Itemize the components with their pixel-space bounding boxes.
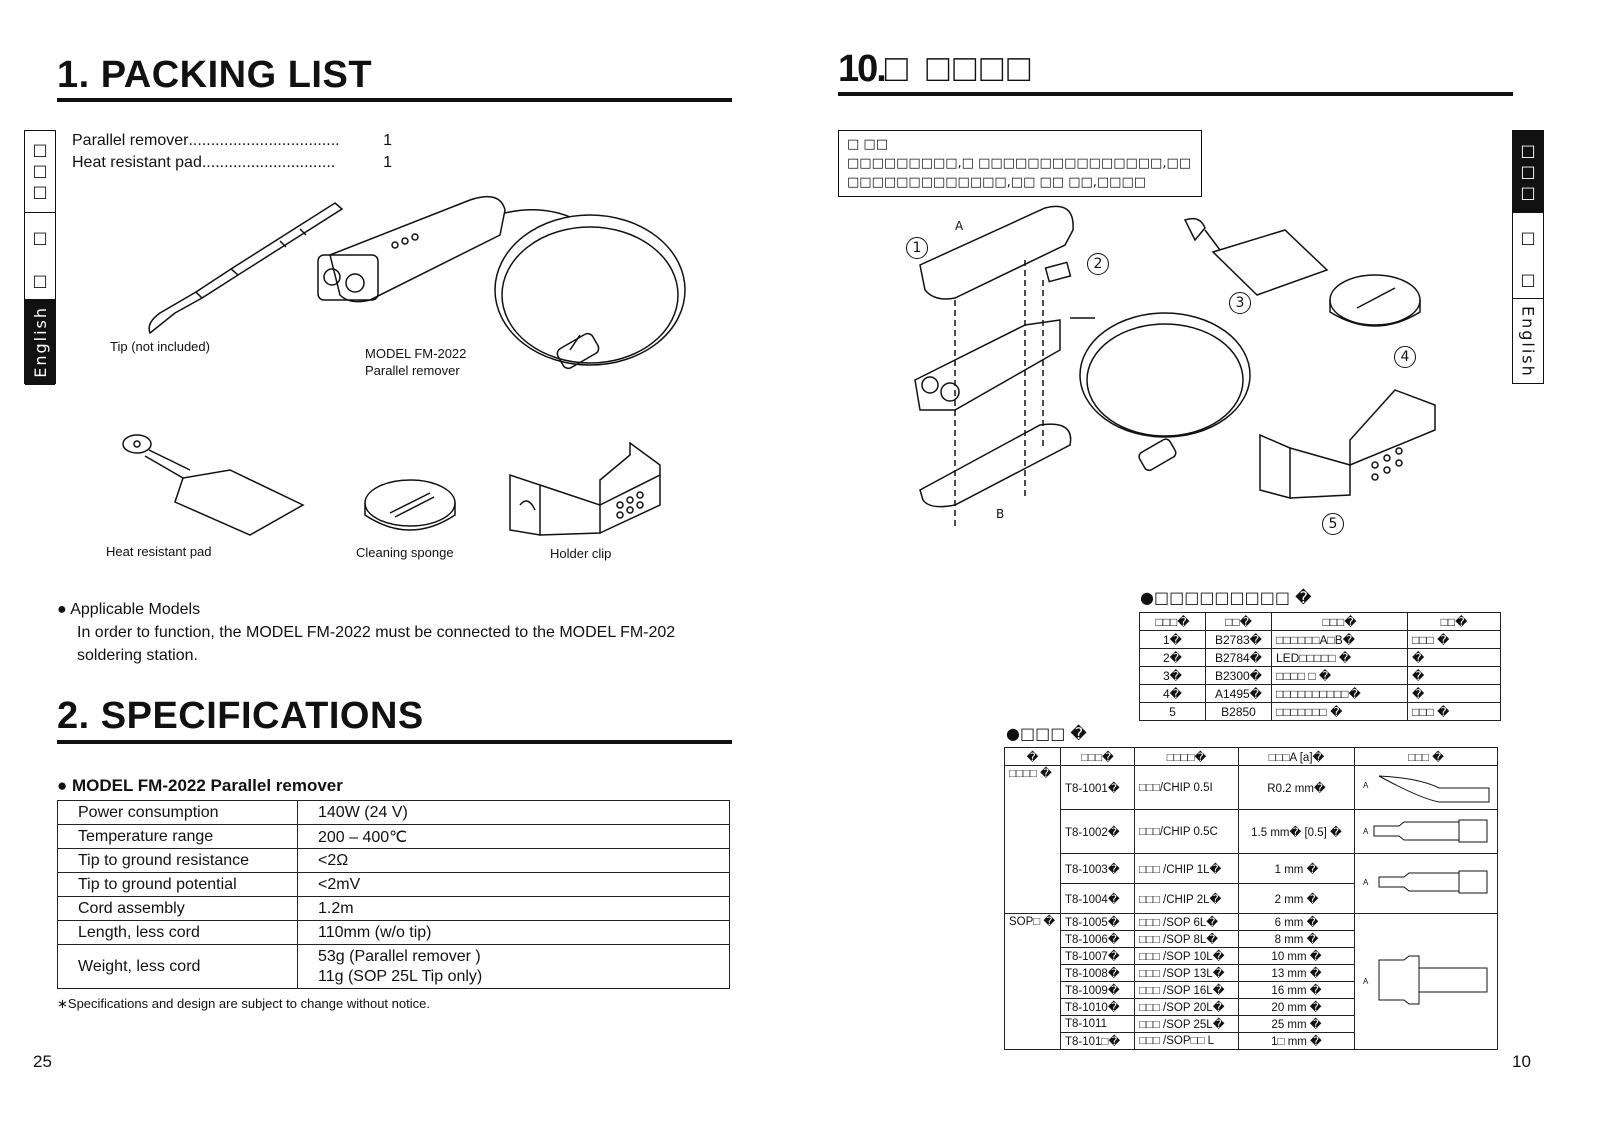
column-header: □□□� <box>1061 748 1135 766</box>
tips-table <box>1004 747 1498 1050</box>
heading-rule <box>57 98 732 102</box>
applicable-title: Applicable Models <box>70 601 201 618</box>
callout-3 <box>1229 292 1251 314</box>
column-header: � <box>1005 748 1061 766</box>
spec-value: <2Ω <box>298 849 730 873</box>
right-heading <box>838 48 1034 91</box>
cell: □□□□ □ � <box>1272 667 1408 685</box>
table-row <box>1005 854 1498 884</box>
holder-clip-illustration <box>500 435 675 540</box>
cell: □□□ /CHIP 1L� <box>1135 854 1239 884</box>
spec-key: Power consumption <box>58 801 298 825</box>
item-qty: 1 <box>383 132 392 149</box>
language-side-tab <box>24 130 56 384</box>
cell: □□□ � <box>1408 703 1501 721</box>
cell: 2 mm � <box>1239 884 1355 914</box>
spec-subtitle-text: MODEL FM-2022 Parallel remover <box>72 776 343 795</box>
cell: □□□/CHIP 0.5I <box>1135 766 1239 810</box>
svg-text:A: A <box>1363 977 1369 986</box>
table-row <box>1140 667 1501 685</box>
bullet-icon: ● <box>57 776 72 795</box>
side-tab-label: □ <box>30 227 50 249</box>
notice-box <box>838 130 1202 197</box>
spec-subtitle <box>57 776 343 796</box>
cell: □□□ /CHIP 2L� <box>1135 884 1239 914</box>
cell: � <box>1408 649 1501 667</box>
holder-caption: Holder clip <box>550 546 612 561</box>
callout-number: 4 <box>1400 349 1410 365</box>
item-name: Parallel remover <box>72 132 189 149</box>
spec-footnote: ∗Specifications and design are subject to change without notice. <box>57 996 430 1011</box>
spec-key: Temperature range <box>58 825 298 849</box>
spec-key: Cord assembly <box>58 897 298 921</box>
tips-title: ●□□□ � <box>1006 724 1087 743</box>
callout-number: 3 <box>1235 295 1245 311</box>
parts-table <box>1139 612 1501 721</box>
spec-value: <2mV <box>298 873 730 897</box>
cell: 25 mm � <box>1239 1016 1355 1033</box>
table-row <box>58 873 730 897</box>
heading-rule <box>57 740 732 744</box>
spec-value: 11g (SOP 25L Tip only) <box>318 967 483 985</box>
cell: □□□ /SOP 13L� <box>1135 965 1239 982</box>
cell: T8-1003� <box>1061 854 1135 884</box>
item-dots: .............................. <box>201 154 336 171</box>
cell: 6 mm � <box>1239 914 1355 931</box>
cell: □□□ /SOP 20L� <box>1135 999 1239 1016</box>
spec-value: 1.2m <box>298 897 730 921</box>
model-caption: MODEL FM-2022 <box>365 346 467 361</box>
pad-caption: Heat resistant pad <box>106 544 212 559</box>
column-header: □□□� <box>1272 613 1408 631</box>
cell: 10 mm � <box>1239 948 1355 965</box>
notice-line: □□□□□□□□□□□□□,□□ □□ □□,□□□□ <box>847 175 1147 190</box>
cell: □□□ � <box>1408 631 1501 649</box>
table-row <box>58 801 730 825</box>
specifications-table <box>57 800 730 989</box>
page-number-left: 25 <box>33 1052 52 1071</box>
side-tab-label: □ <box>1518 227 1538 249</box>
svg-text:A: A <box>1363 878 1369 887</box>
label-b: B <box>996 507 1005 521</box>
table-row <box>1140 685 1501 703</box>
cell: T8-1011 <box>1061 1016 1135 1033</box>
applicable-line: soldering station. <box>77 647 198 664</box>
spec-value: 200 – 400℃ <box>298 825 730 849</box>
heat-pad-illustration <box>115 430 315 540</box>
cell: T8-1002� <box>1061 810 1135 854</box>
cell: R0.2 mm� <box>1239 766 1355 810</box>
tip-shape-icon <box>1359 812 1492 848</box>
sponge-caption: Cleaning sponge <box>356 545 454 560</box>
applicable-models <box>57 598 675 667</box>
cell: 8 mm � <box>1239 931 1355 948</box>
cell: □□□ /SOP 25L� <box>1135 1016 1239 1033</box>
spec-key: Length, less cord <box>58 921 298 945</box>
cell: 2� <box>1140 649 1206 667</box>
side-tab-label: □□□ <box>30 140 50 203</box>
spec-key: Tip to ground potential <box>58 873 298 897</box>
cell: □□□ /SOP 10L� <box>1135 948 1239 965</box>
cell: 13 mm � <box>1239 965 1355 982</box>
table-row <box>1005 810 1498 854</box>
table-row <box>1005 748 1498 766</box>
cell: A1495� <box>1206 685 1272 703</box>
notice-title: □ □□ <box>847 137 888 152</box>
cell: � <box>1408 685 1501 703</box>
table-row <box>1140 703 1501 721</box>
cell: 1� <box>1140 631 1206 649</box>
svg-text:A: A <box>1363 827 1369 836</box>
spec-value: 53g (Parallel remover ) <box>318 947 481 965</box>
cell: B2784� <box>1206 649 1272 667</box>
notice-line: □□□□□□□□□,□ □□□□□□□□□□□□□□□,□□ <box>847 156 1192 171</box>
cell: □□□/CHIP 0.5C <box>1135 810 1239 854</box>
cell: T8-101□� <box>1061 1033 1135 1050</box>
column-header: □□� <box>1206 613 1272 631</box>
bullet-icon: ● <box>57 601 71 618</box>
sponge-illustration <box>360 475 460 545</box>
cell: B2850 <box>1206 703 1272 721</box>
table-row <box>1140 631 1501 649</box>
cell: T8-1007� <box>1061 948 1135 965</box>
column-header: □□□� <box>1140 613 1206 631</box>
language-side-tab <box>1512 130 1544 384</box>
item-name: Heat resistant pad <box>72 154 202 171</box>
applicable-line: In order to function, the MODEL FM-2022 must be connected to the MODEL FM-202 <box>77 624 676 641</box>
packing-list-heading: 1. PACKING LIST <box>57 54 373 96</box>
cell: □□□□□□□ � <box>1272 703 1408 721</box>
packing-item <box>72 130 392 152</box>
table-row <box>58 921 730 945</box>
table-row <box>58 825 730 849</box>
cell: T8-1004� <box>1061 884 1135 914</box>
column-header: □□□ � <box>1355 748 1498 766</box>
tip-group: SOP□ � <box>1005 914 1061 1050</box>
tip-caption: Tip (not included) <box>110 339 210 354</box>
callout-number: 2 <box>1093 256 1103 272</box>
item-qty: 1 <box>383 154 392 171</box>
spec-value: 140W (24 V) <box>298 801 730 825</box>
callout-1 <box>906 237 928 259</box>
cell: □□□ /SOP 16L� <box>1135 982 1239 999</box>
tip-shape-icon <box>1359 920 1492 1040</box>
cell: 4� <box>1140 685 1206 703</box>
spec-value: 110mm (w/o tip) <box>298 921 730 945</box>
cell: □□□ /SOP 6L� <box>1135 914 1239 931</box>
cell: � <box>1408 667 1501 685</box>
cell: 20 mm � <box>1239 999 1355 1016</box>
cell: 5 <box>1140 703 1206 721</box>
cell: T8-1009� <box>1061 982 1135 999</box>
packing-items <box>72 130 392 174</box>
table-row <box>1005 914 1498 931</box>
side-tab-label: □□□ <box>1518 140 1538 204</box>
cell: □□□ /SOP□□ L <box>1135 1033 1239 1050</box>
svg-text:A: A <box>1363 781 1369 790</box>
spec-key: Weight, less cord <box>58 945 298 989</box>
tip-group: □□□□ � <box>1005 766 1061 914</box>
page-number-right: 10 <box>1512 1052 1531 1071</box>
cell: 1 mm � <box>1239 854 1355 884</box>
cell: T8-1001� <box>1061 766 1135 810</box>
table-row <box>58 849 730 873</box>
cell: B2783� <box>1206 631 1272 649</box>
cell: □□□□□□□□□□� <box>1272 685 1408 703</box>
cell: 3� <box>1140 667 1206 685</box>
remover-caption: Parallel remover <box>365 363 460 378</box>
side-tab-label: □ <box>1518 270 1538 291</box>
callout-number: 1 <box>912 240 922 256</box>
cell: 1□ mm � <box>1239 1033 1355 1050</box>
cell: B2300� <box>1206 667 1272 685</box>
column-header: □□� <box>1408 613 1501 631</box>
column-header: □□□□� <box>1135 748 1239 766</box>
side-tab-label: □ <box>30 270 50 292</box>
callout-2 <box>1087 253 1109 275</box>
table-row <box>1005 766 1498 810</box>
table-row <box>58 945 730 989</box>
table-row <box>1140 649 1501 667</box>
heading-number: 10. <box>838 48 885 90</box>
callout-number: 5 <box>1328 516 1338 532</box>
cell: T8-1005� <box>1061 914 1135 931</box>
side-tab-english: English <box>1518 306 1538 378</box>
heading-text: □ □□□□ <box>884 48 1035 90</box>
heading-rule <box>838 92 1513 96</box>
item-dots: .................................. <box>188 132 340 149</box>
side-tab-english: English <box>30 306 50 378</box>
cell: 16 mm � <box>1239 982 1355 999</box>
cell: LED□□□□□ � <box>1272 649 1408 667</box>
callout-4 <box>1394 346 1416 368</box>
exploded-view-illustration <box>895 200 1455 550</box>
cell: □□□□□□A□B� <box>1272 631 1408 649</box>
tip-shape-icon <box>1359 768 1492 804</box>
packing-item <box>72 152 392 174</box>
parts-title: ●□□□□□□□□□ � <box>1140 588 1312 607</box>
cell: □□□ /SOP 8L� <box>1135 931 1239 948</box>
cell: 1.5 mm� [0.5] � <box>1239 810 1355 854</box>
tip-shape-icon <box>1359 857 1492 907</box>
column-header: □□□A [a]� <box>1239 748 1355 766</box>
callout-5 <box>1322 513 1344 535</box>
specifications-heading: 2. SPECIFICATIONS <box>57 695 424 737</box>
cell: T8-1010� <box>1061 999 1135 1016</box>
label-a: A <box>955 219 964 233</box>
spec-key: Tip to ground resistance <box>58 849 298 873</box>
table-row <box>1140 613 1501 631</box>
table-row <box>58 897 730 921</box>
cell: T8-1008� <box>1061 965 1135 982</box>
cell: T8-1006� <box>1061 931 1135 948</box>
